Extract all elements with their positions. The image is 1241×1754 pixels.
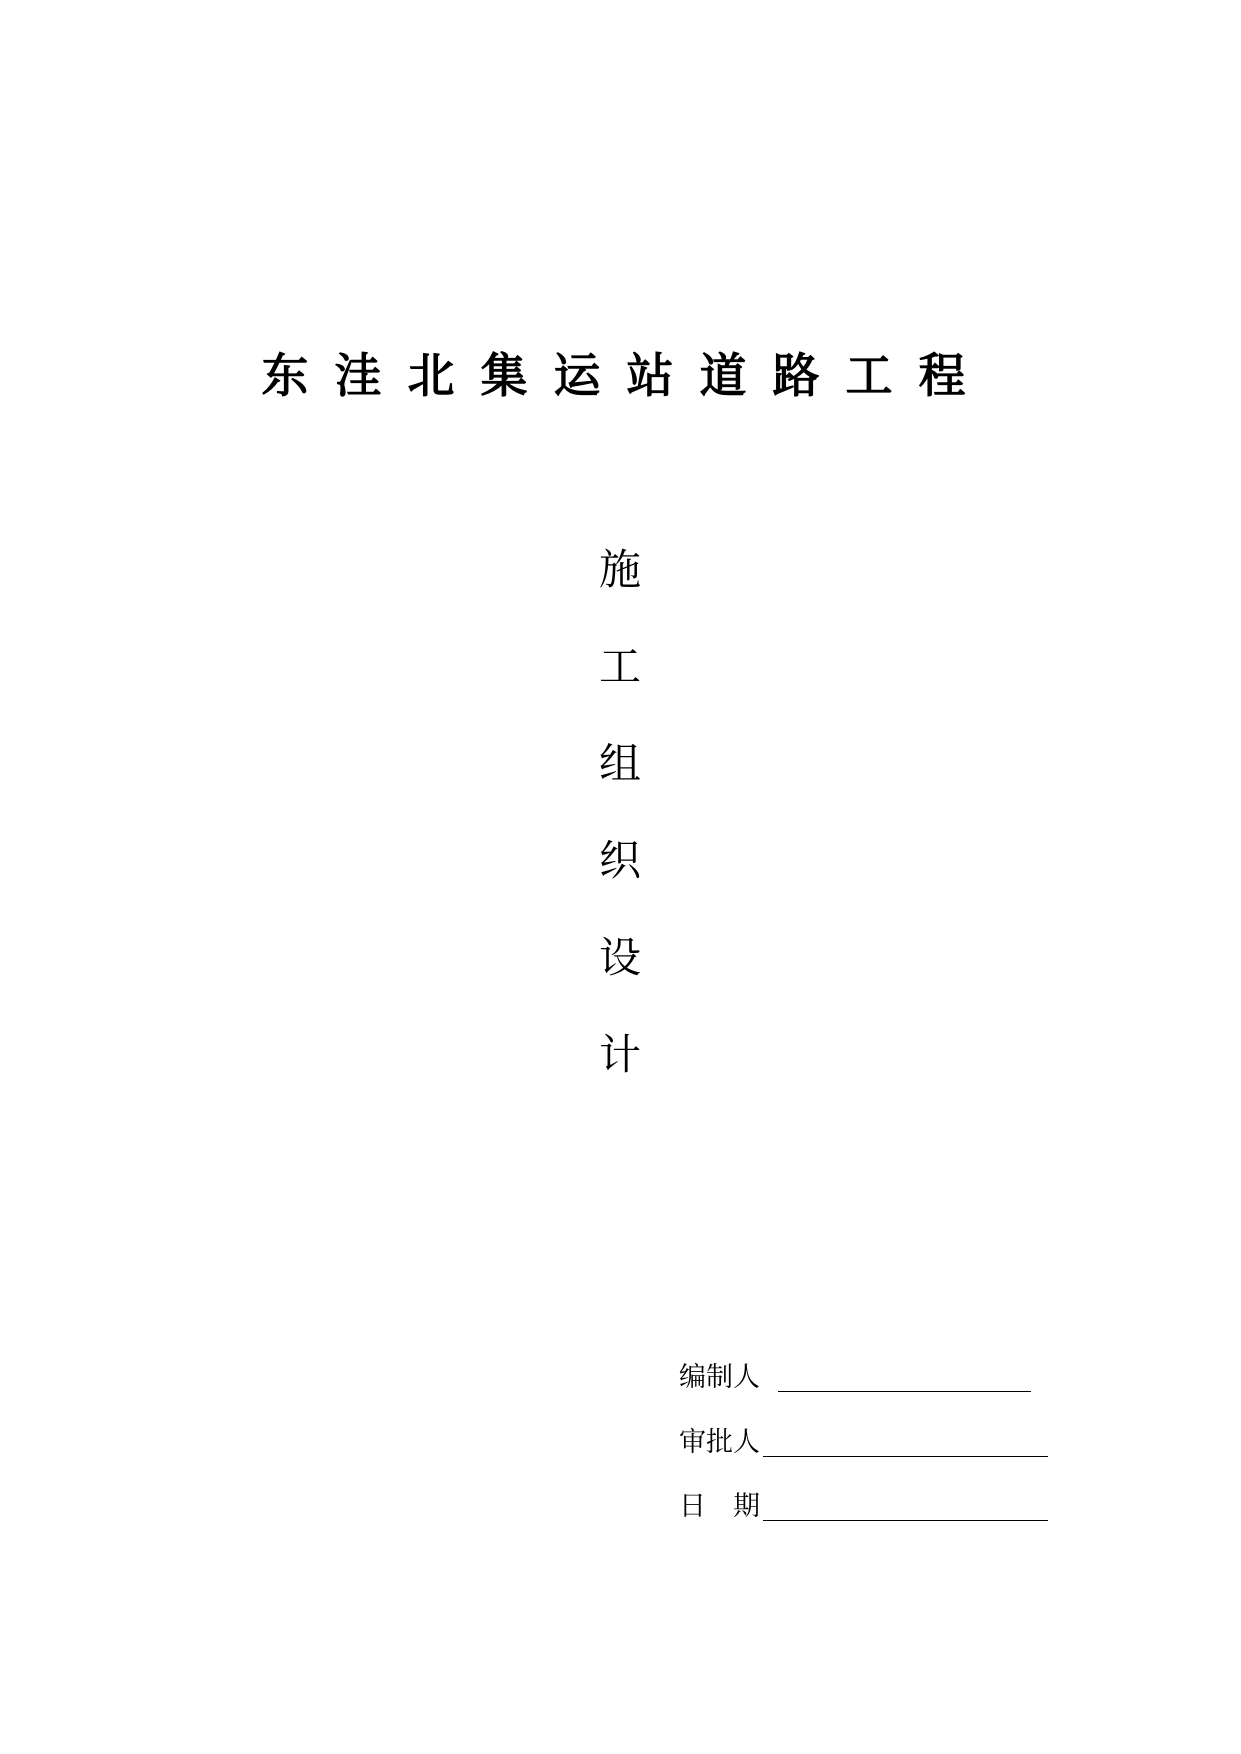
project-title-char: 路: [772, 349, 820, 404]
project-title-char: 东: [261, 349, 309, 404]
prepared-by-label: 编制人: [679, 1362, 760, 1393]
project-title-char: 集: [480, 349, 528, 404]
document-type-char: 织: [598, 836, 641, 885]
prepared-by-row: [679, 1358, 1031, 1398]
project-title-char: 工: [845, 349, 893, 404]
document-type-char: 工: [598, 642, 641, 691]
document-type-char: 计: [598, 1030, 641, 1079]
document-type-char: 设: [598, 933, 641, 982]
project-title-char: 程: [918, 349, 966, 404]
document-type-char: 组: [598, 739, 641, 788]
prepared-by-field[interactable]: [778, 1391, 1031, 1392]
project-title-char: 北: [407, 349, 455, 404]
project-title-char: 站: [626, 349, 674, 404]
project-title-char: 洼: [334, 349, 382, 404]
approved-by-field[interactable]: [763, 1456, 1048, 1457]
project-title-char: 道: [699, 349, 747, 404]
approved-by-label: 审批人: [679, 1427, 760, 1458]
approved-by-row: [679, 1423, 1048, 1463]
date-field[interactable]: [763, 1520, 1048, 1521]
document-type-char: 施: [598, 545, 641, 594]
project-title: [0, 342, 1241, 412]
date-row: [679, 1487, 1048, 1527]
date-label: 日 期: [679, 1491, 760, 1522]
project-title-char: 运: [553, 349, 601, 404]
